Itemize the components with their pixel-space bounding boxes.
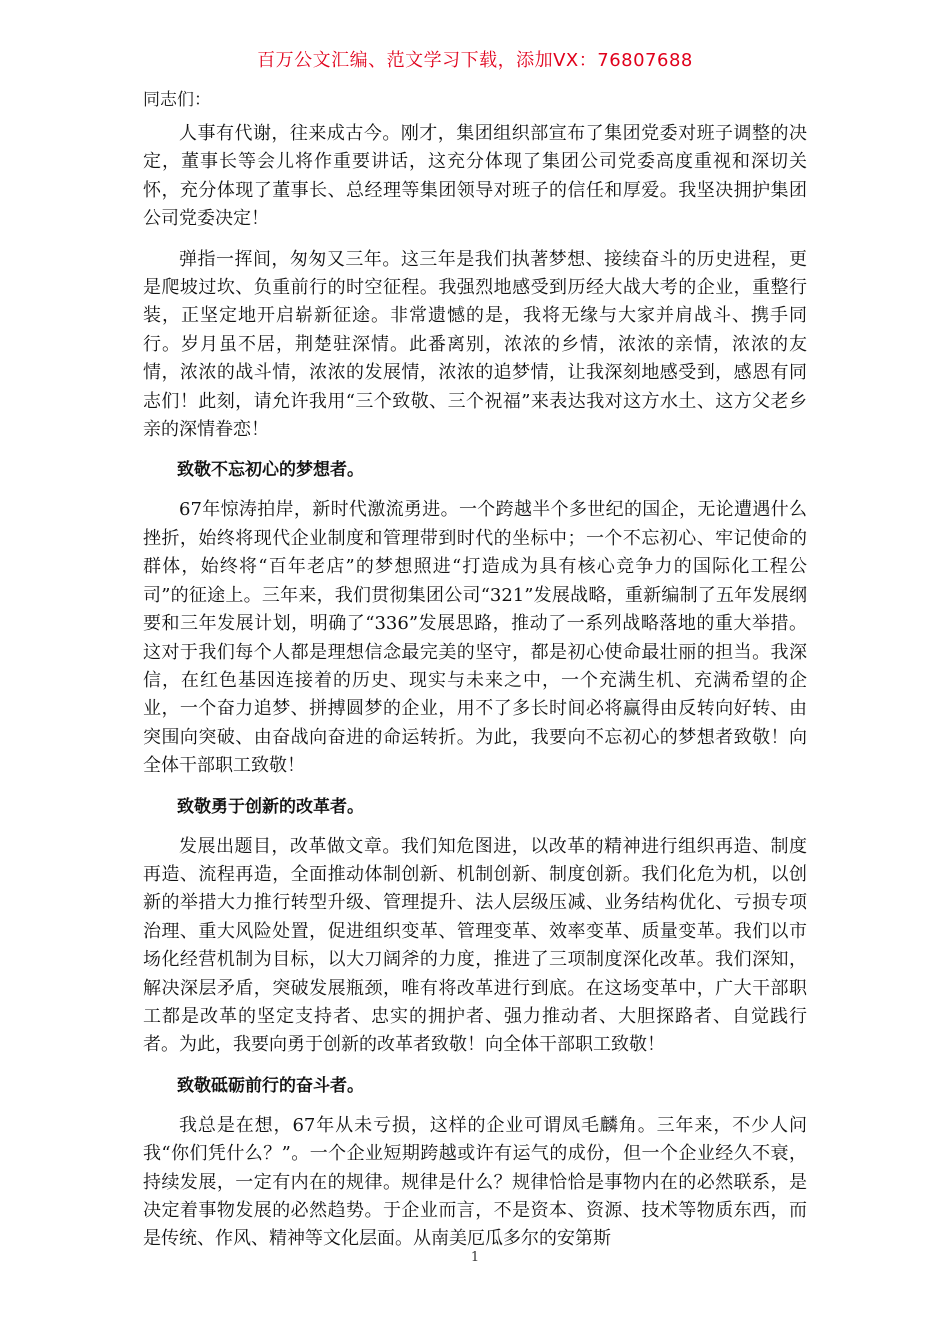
section-heading-reformers: 致敬勇于创新的改革者。 [177,796,364,817]
document-body [143,86,807,1266]
section-heading-strivers: 致敬砥砺前行的奋斗者。 [177,1075,364,1096]
paragraph-strivers: 我总是在想，67年从未亏损，这样的企业可谓凤毛麟角。三年来，不少人问我“你们凭什么？”。一个企业短期跨越或许有运气的成份，但一个企业经久不衰，持续发展，一定有内在的规律。规律是什么？规律恰恰是事物内在的必然联系，是决定着事物发展的必然趋势。于企业而言，不是资本、资源、技术等物质东西，而是传统、作风、精神等文化层面。从南美厄瓜多尔的安第斯 [143,1114,807,1250]
page-number: 1 [470,1250,480,1265]
salutation: 同志们： [143,90,211,110]
paragraph-dreamers: 67年惊涛拍岸，新时代激流勇进。一个跨越半个多世纪的国企，无论遭遇什么挫折，始终将现代企业制度和管理带到时代的坐标中；一个不忘初心、牢记使命的群体，始终将“百年老店”的梦想照进“打造成为具有核心竞争力的国际化工程公司”的征途上。三年来，我们贯彻集团公司“321”发展战略，重新编制了五年发展纲要和三年发展计划，明确了“336”发展思路，推动了一系列战略落地的重大举措。这对于我们每个人都是理想信念最完美的坚守，都是初心使命最壮丽的担当。我深信，在红色基因连接着的历史、现实与未来之中，一个充满生机、充满希望的企业，一个奋力追梦、拼搏圆梦的企业，用不了多长时间必将赢得由反转向好转、由突围向突破、由奋战向奋进的命运转折。为此，我要向不忘初心的梦想者致敬！向全体干部职工致敬！ [143,499,807,777]
download-banner: 百万公文汇编、范文学习下载，添加VX：76807688 [257,50,693,71]
paragraph-reformers: 发展出题目，改革做文章。我们知危图进，以改革的精神进行组织再造、制度再造、流程再造，全面推动体制创新、机制创新、制度创新。我们化危为机，以创新的举措大力推行转型升级、管理提升、法人层级压减、业务结构优化、亏损专项治理、重大风险处置，促进组织变革、管理变革、效率变革、质量变革。我们以市场化经营机制为目标，以大刀阔斧的力度，推进了三项制度深化改革。我们深知，解决深层矛盾，突破发展瓶颈，唯有将改革进行到底。在这场变革中，广大干部职工都是改革的坚定支持者、忠实的拥护者、强力推动者、大胆探路者、自觉践行者。为此，我要向勇于创新的改革者致敬！向全体干部职工致敬！ [143,835,807,1056]
paragraph-intro: 人事有代谢，往来成古今。刚才，集团组织部宣布了集团党委对班子调整的决定，董事长等会儿将作重要讲话，这充分体现了集团公司党委高度重视和深切关怀，充分体现了董事长、总经理等集团领导对班子的信任和厚爱。我坚决拥护集团公司党委决定！ [143,123,807,230]
paragraph-farewell: 弹指一挥间，匆匆又三年。这三年是我们执著梦想、接续奋斗的历史进程，更是爬坡过坎、负重前行的时空征程。我强烈地感受到历经大战大考的企业，重整行装，正坚定地开启崭新征途。非常遗憾的是，我将无缘与大家并肩战斗、携手同行。岁月虽不居，荆楚驻深情。此番离别，浓浓的乡情，浓浓的亲情，浓浓的友情，浓浓的战斗情，浓浓的发展情，浓浓的追梦情，让我深刻地感受到，感恩有同志们！此刻，请允许我用“三个致敬、三个祝福”来表达我对这方水土、这方父老乡亲的深情眷恋！ [143,248,807,441]
section-heading-dreamers: 致敬不忘初心的梦想者。 [177,460,364,481]
